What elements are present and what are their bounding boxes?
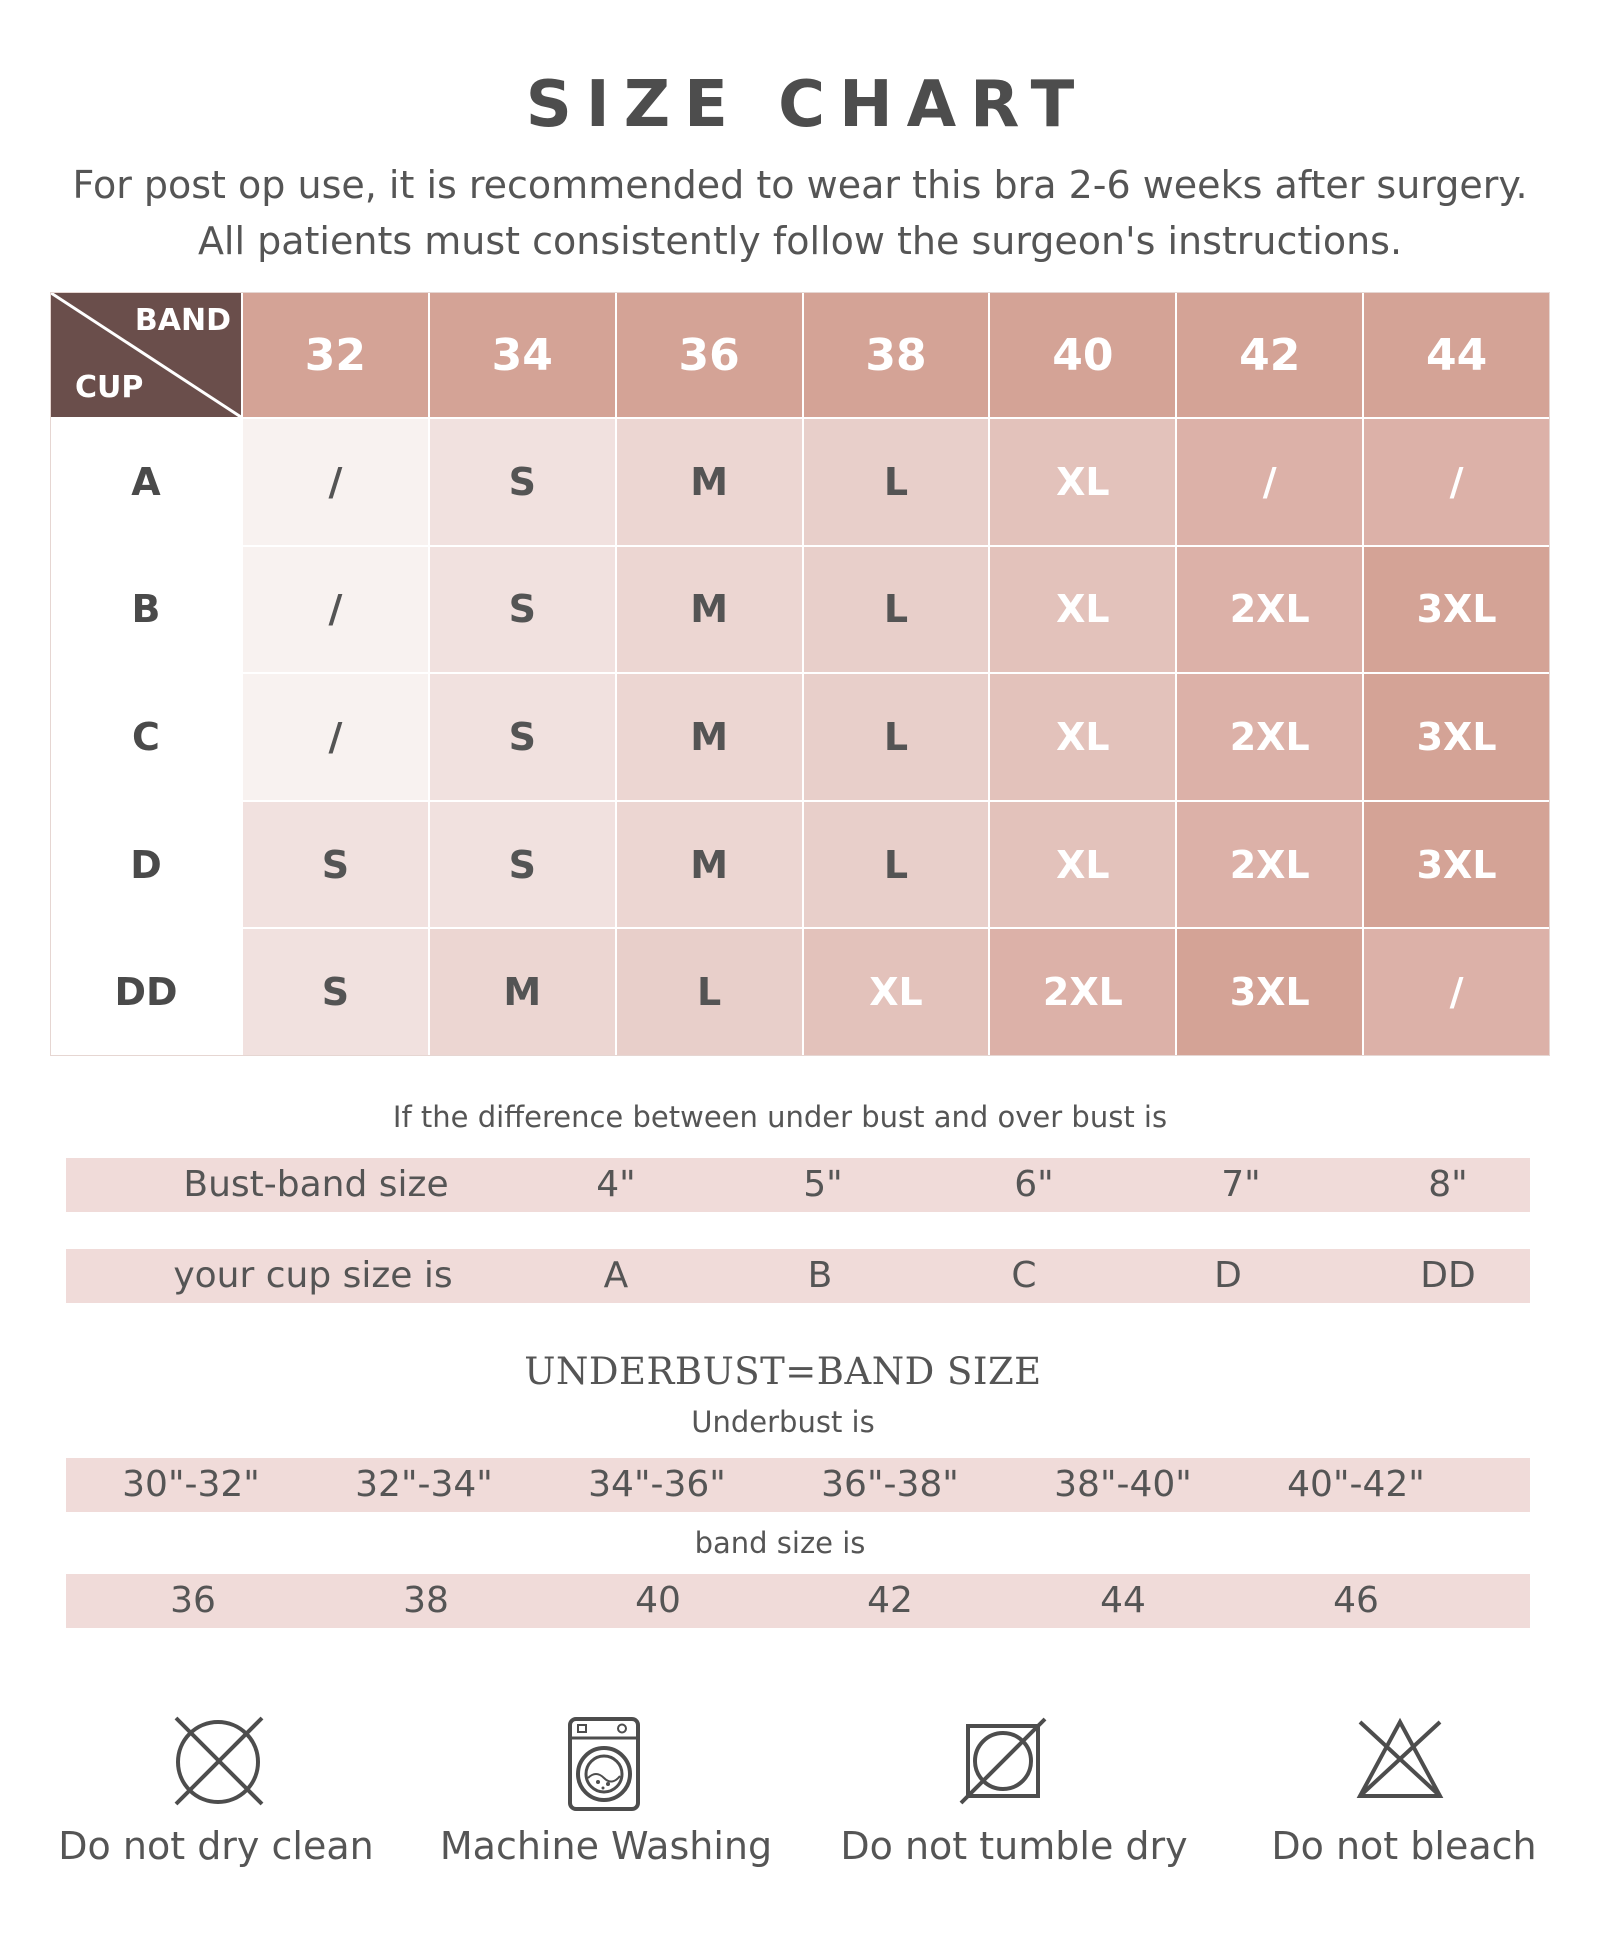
care-label-machine-washing: Machine Washing	[439, 1824, 773, 1868]
cup-size-value: B	[807, 1255, 833, 1296]
underbust-range: 30"-32"	[122, 1464, 260, 1505]
size-cell: XL	[990, 802, 1175, 928]
bust-band-value: 4"	[596, 1164, 636, 1205]
size-cell: /	[1364, 929, 1549, 1055]
size-cell: 2XL	[1177, 674, 1362, 800]
band-size-strip	[66, 1574, 1530, 1628]
care-label-bleach: Do not bleach	[1271, 1824, 1537, 1868]
corner-cup-label: CUP	[75, 370, 144, 405]
cup-size-value: A	[603, 1255, 629, 1296]
band-header: 42	[1177, 293, 1362, 417]
underbust-range: 36"-38"	[821, 1464, 959, 1505]
size-cell: 3XL	[1177, 929, 1362, 1055]
cup-row-label: B	[51, 547, 241, 673]
size-cell: S	[430, 674, 615, 800]
band-cup-corner	[51, 293, 241, 417]
size-cell: S	[430, 419, 615, 545]
size-cell: L	[804, 547, 989, 673]
size-cell: /	[243, 674, 428, 800]
size-cell: 2XL	[1177, 802, 1362, 928]
band-header: 34	[430, 293, 615, 417]
cup-size-strip	[66, 1249, 1530, 1303]
underbust-range: 34"-36"	[588, 1464, 726, 1505]
page-title: SIZE CHART	[525, 68, 1089, 142]
size-cell: XL	[990, 547, 1175, 673]
underbust-label: Underbust is	[691, 1405, 875, 1439]
band-size-value: 40	[635, 1580, 681, 1621]
size-cell: 2XL	[990, 929, 1175, 1055]
bust-band-value: 8"	[1428, 1164, 1468, 1205]
size-cell: M	[430, 929, 615, 1055]
care-label-dry-clean: Do not dry clean	[58, 1824, 374, 1868]
underbust-range: 32"-34"	[355, 1464, 493, 1505]
band-header: 40	[990, 293, 1175, 417]
size-cell: /	[1364, 419, 1549, 545]
band-size-value: 44	[1100, 1580, 1146, 1621]
size-cell: 3XL	[1364, 547, 1549, 673]
bust-band-label: Bust-band size	[183, 1164, 449, 1205]
do-not-bleach-icon	[1356, 1716, 1444, 1800]
underbust-range: 40"-42"	[1287, 1464, 1425, 1505]
bust-band-strip	[66, 1158, 1530, 1212]
size-chart-table	[50, 292, 1550, 1056]
size-cell: M	[617, 419, 802, 545]
band-size-value: 46	[1333, 1580, 1379, 1621]
band-size-value: 42	[867, 1580, 913, 1621]
size-cell: XL	[990, 674, 1175, 800]
cup-size-label: your cup size is	[173, 1255, 453, 1296]
do-not-dry-clean-icon	[168, 1716, 268, 1808]
size-cell: XL	[804, 929, 989, 1055]
cup-size-value: D	[1214, 1255, 1242, 1296]
cup-calc-intro: If the difference between under bust and over bust is	[392, 1100, 1168, 1134]
band-header: 38	[804, 293, 989, 417]
band-size-label: band size is	[694, 1526, 866, 1560]
cup-row-label: DD	[51, 929, 241, 1055]
size-cell: S	[243, 929, 428, 1055]
size-cell: S	[430, 547, 615, 673]
size-cell: L	[617, 929, 802, 1055]
machine-washing-icon	[566, 1716, 642, 1812]
size-cell: 2XL	[1177, 547, 1362, 673]
band-size-value: 38	[403, 1580, 449, 1621]
size-cell: /	[1177, 419, 1362, 545]
cup-size-value: DD	[1420, 1255, 1476, 1296]
size-cell: /	[243, 419, 428, 545]
size-cell: L	[804, 674, 989, 800]
underbust-strip	[66, 1458, 1530, 1512]
band-size-value: 36	[170, 1580, 216, 1621]
bust-band-value: 5"	[803, 1164, 843, 1205]
cup-row-label: A	[51, 419, 241, 545]
size-cell: M	[617, 802, 802, 928]
cup-size-value: C	[1011, 1255, 1037, 1296]
cup-row-label: D	[51, 802, 241, 928]
corner-band-label: BAND	[134, 303, 231, 338]
size-cell: L	[804, 802, 989, 928]
bust-band-value: 6"	[1014, 1164, 1054, 1205]
size-cell: M	[617, 547, 802, 673]
subtitle-line-2: All patients must consistently follow the surgeon's instructions.	[197, 219, 1403, 263]
size-cell: M	[617, 674, 802, 800]
size-cell: L	[804, 419, 989, 545]
band-header: 44	[1364, 293, 1549, 417]
underbust-heading: UNDERBUST=BAND SIZE	[524, 1350, 1042, 1393]
band-header: 36	[617, 293, 802, 417]
cup-row-label: C	[51, 674, 241, 800]
size-cell: XL	[990, 419, 1175, 545]
bust-band-value: 7"	[1221, 1164, 1261, 1205]
band-header: 32	[243, 293, 428, 417]
size-cell: S	[430, 802, 615, 928]
size-cell: S	[243, 802, 428, 928]
underbust-range: 38"-40"	[1054, 1464, 1192, 1505]
care-label-tumble-dry: Do not tumble dry	[840, 1824, 1188, 1868]
subtitle-line-1: For post op use, it is recommended to wear this bra 2-6 weeks after surgery.	[72, 163, 1528, 207]
do-not-tumble-dry-icon	[958, 1716, 1048, 1806]
size-cell: /	[243, 547, 428, 673]
size-cell: 3XL	[1364, 674, 1549, 800]
size-cell: 3XL	[1364, 802, 1549, 928]
